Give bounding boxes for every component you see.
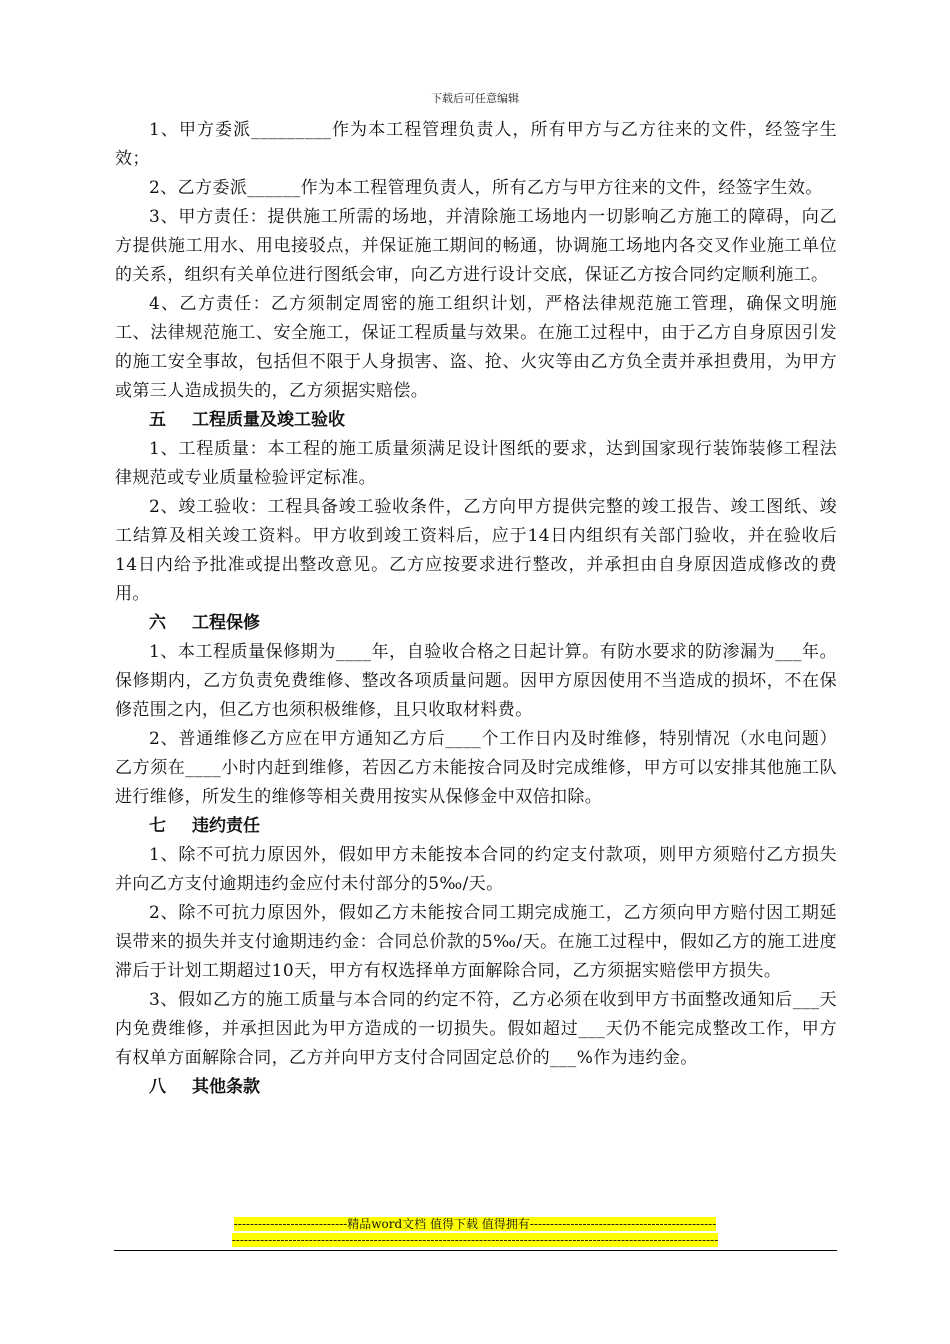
footer-dash-line: ------------------------------------------------------------------------------------------------------------------------ <box>231 1233 719 1247</box>
section-heading <box>115 1073 837 1102</box>
section-heading <box>115 406 837 435</box>
clause-paragraph: 1、本工程质量保修期为____年，自验收合格之日起计算。有防水要求的防渗漏为___年。保修期内，乙方负责免费维修、整改各项质量问题。因甲方原因使用不当造成的损坏，不在保修范围之内，但乙方也须积极维修，且只收取材料费。 <box>115 642 837 720</box>
clause-paragraph: 1、工程质量：本工程的施工质量须满足设计图纸的要求，达到国家现行装饰装修工程法律规范或专业质量检验评定标准。 <box>115 439 837 488</box>
clause-paragraph: 3、甲方责任：提供施工所需的场地，并清除施工场地内一切影响乙方施工的障碍，向乙方提供施工用水、用电接驳点，并保证施工期间的畅通，协调施工场地内各交叉作业施工单位的关系，组织有关单位进行图纸会审，向乙方进行设计交底，保证乙方按合同约定顺利施工。 <box>115 207 837 285</box>
section-title: 违约责任 <box>192 816 260 836</box>
clause-paragraph: 2、乙方委派______作为本工程管理负责人，所有乙方与甲方往来的文件，经签字生效。 <box>149 178 823 198</box>
section-title: 工程质量及竣工验收 <box>192 410 345 430</box>
section-number: 七 <box>149 816 166 836</box>
section-number: 八 <box>149 1077 166 1097</box>
clause-paragraph: 2、除不可抗力原因外，假如乙方未能按合同工期完成施工，乙方须向甲方赔付因工期延误带来的损失并支付逾期违约金：合同总价款的5‰/天。在施工过程中，假如乙方的施工进度滞后于计划工期超过10天，甲方有权选择单方面解除合同，乙方须据实赔偿甲方损失。 <box>115 903 837 981</box>
document-body <box>115 116 837 1102</box>
section-heading <box>115 609 837 638</box>
clause-paragraph: 2、普通维修乙方应在甲方通知乙方后____个工作日内及时维修，特别情况（水电问题）乙方须在____小时内赶到维修，若因乙方未能按合同及时完成维修，甲方可以安排其他施工队进行维修，所发生的维修等相关费用按实从保修金中双倍扣除。 <box>115 729 837 807</box>
clause-paragraph: 1、甲方委派_________作为本工程管理负责人，所有甲方与乙方往来的文件，经签字生效； <box>115 120 837 169</box>
clause-paragraph: 3、假如乙方的施工质量与本合同的约定不符，乙方必须在收到甲方书面整改通知后___天内免费维修，并承担因此为甲方造成的一切损失。假如超过___天仍不能完成整改工作，甲方有权单方面解除合同，乙方并向甲方支付合同固定总价的___%作为违约金。 <box>115 990 837 1068</box>
page-header: 下载后可任意编辑 <box>431 92 519 105</box>
clause-paragraph: 4、乙方责任：乙方须制定周密的施工组织计划，严格法律规范施工管理，确保文明施工、法律规范施工、安全施工，保证工程质量与效果。在施工过程中，由于乙方自身原因引发的施工安全事故，包括但不限于人身损害、盗、抢、火灾等由乙方负全责并承担费用，为甲方或第三人造成损失的，乙方须据实赔偿。 <box>115 294 837 401</box>
page-footer <box>0 1216 950 1248</box>
section-title: 工程保修 <box>192 613 260 633</box>
section-number: 六 <box>149 613 166 633</box>
footer-rule <box>114 1250 837 1251</box>
clause-paragraph: 2、竣工验收：工程具备竣工验收条件，乙方向甲方提供完整的竣工报告、竣工图纸、竣工结算及相关竣工资料。甲方收到竣工资料后，应于14日内组织有关部门验收，并在验收后14日内给予批准或提出整改意见。乙方应按要求进行整改，并承担由自身原因造成修改的费用。 <box>115 497 837 604</box>
footer-banner: ----------------------------精品word文档 值得下载 值得拥有---------------------------------------------- <box>233 1217 717 1231</box>
section-heading <box>115 812 837 841</box>
section-number: 五 <box>149 410 166 430</box>
clause-paragraph: 1、除不可抗力原因外，假如甲方未能按本合同的约定支付款项，则甲方须赔付乙方损失并向乙方支付逾期违约金应付未付部分的5‰/天。 <box>115 845 837 894</box>
section-title: 其他条款 <box>192 1077 260 1097</box>
